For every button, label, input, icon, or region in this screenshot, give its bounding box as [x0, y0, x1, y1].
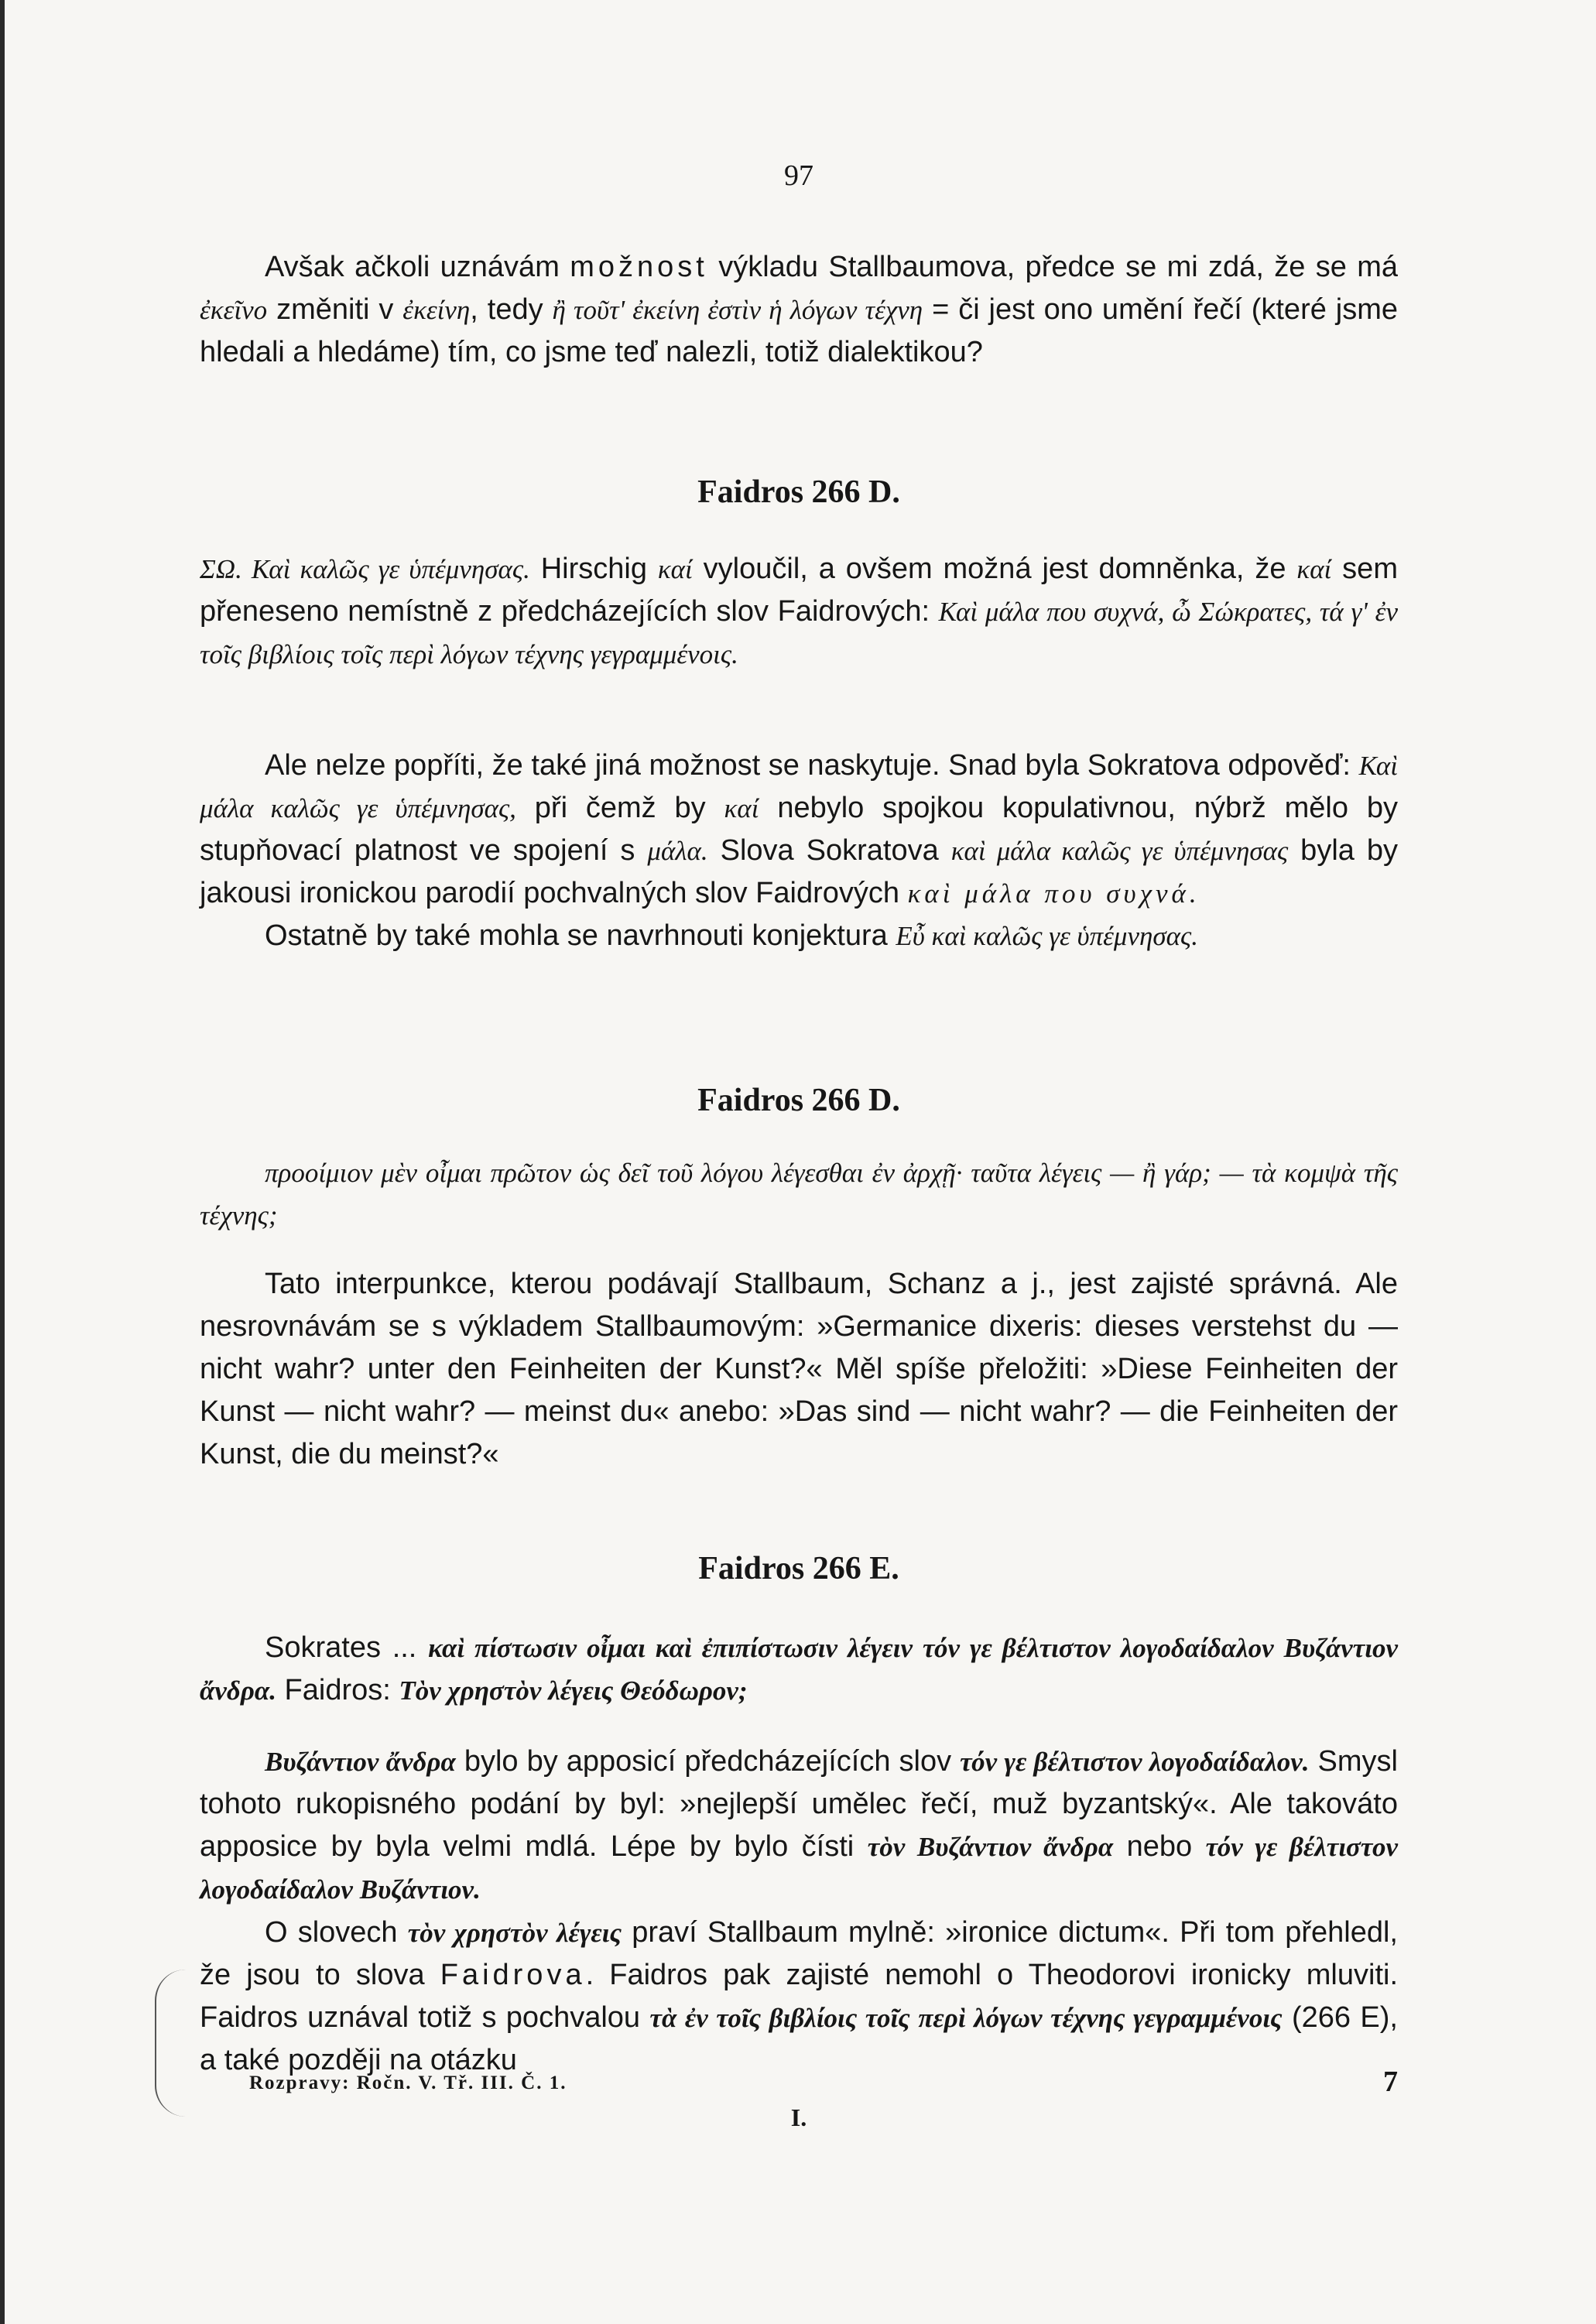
footer-citation: Rozpravy: Ročn. V. Tř. III. Č. 1.	[249, 2072, 567, 2093]
text: Hirschig	[529, 553, 658, 585]
page-number: 97	[784, 159, 813, 192]
text: bylo by apposicí předcházejících slov	[455, 1745, 961, 1778]
greek-text: καί	[724, 793, 759, 823]
text: Slova Sokratova	[707, 834, 951, 867]
paragraph-8	[200, 1740, 1398, 1911]
document-page	[200, 0, 1398, 2324]
greek-text: τὰ ἐν τοῖς βιβλίοις τοῖς περὶ λόγων τέχνης γεγραμμένοις	[649, 2003, 1283, 2033]
text: vyloučil, a ovšem možná jest domněnka, že	[692, 553, 1297, 585]
greek-text: τόν γε βέλτιστον λογοδαίδαλον Βυζάντιον.	[200, 1832, 1398, 1905]
text: (266 E), a také později na otázku	[200, 2001, 1398, 2076]
greek-text: καί	[657, 554, 693, 584]
text: nebylo spojkou kopulativnou, nýbrž mělo by stupňovací platnost ve spojení s	[200, 792, 1398, 867]
section-heading-1: Faidros 266 D.	[697, 474, 900, 510]
text: byla by jakousi ironickou parodií pochvalných slov Faidrových	[200, 834, 1398, 909]
paragraph-6	[200, 1263, 1398, 1476]
text: změniti v	[267, 293, 403, 326]
spaced-text: Faidrova	[440, 1959, 586, 1991]
paragraph-3	[200, 744, 1398, 957]
text: Sokrates ...	[265, 1631, 429, 1664]
text: Smysl tohoto rukopisného podání by byl: »nejlepší umělec řečí, muž byzantský«. Ale takováto apposice by byla velmi mdlá. Lépe by bylo čísti	[200, 1745, 1398, 1863]
greek-text: ἐκεῖνο	[200, 295, 268, 325]
greek-text: Εὖ καὶ καλῶς γε ὑπέμνησας.	[896, 921, 1198, 951]
text: = či jest ono umění řečí (které jsme hledali a hledáme) tím, co jsme teď nalezli, totiž dialektikou?	[200, 293, 1399, 368]
text: praví Stallbaum mylně: »ironice dictum«. Při tom přehledl, že jsou to slova	[200, 1916, 1398, 1991]
section-heading-3: Faidros 266 E.	[698, 1551, 899, 1586]
greek-text: Τὸν χρηστὸν λέγεις Θεόδωρον;	[399, 1675, 748, 1706]
greek-text: καί	[1296, 554, 1332, 584]
paragraph-2	[200, 548, 1398, 676]
greek-text: καὶ μάλα καλῶς γε ὑπέμνησας	[950, 836, 1289, 866]
greek-text: μάλα.	[647, 836, 708, 866]
text: Tato interpunkce, kterou podávají Stallbaum, Schanz a j., jest zajisté správná. Ale nesrovnávám se s výkladem Stallbaumovým: »Germanice dixeris: dieses verstehst du — nicht wahr? unter den Feinheiten der Kunst?« Měl spíše přeložiti: »Diese Feinheiten der Kunst — nicht wahr? — meinst du« anebo: »Das sind — nicht wahr? — die Feinheiten der Kunst, die du meinst?«	[200, 1268, 1398, 1470]
greek-text: καὶ μάλα που συχνά.	[907, 878, 1200, 909]
greek-text: ΣΩ. Καὶ καλῶς γε ὑπέμνησας.	[200, 554, 530, 584]
greek-text: καὶ πίστωσιν οἶμαι καὶ ἐπιπίστωσιν λέγειν τόν γε βέλτιστον λογοδαίδαλον Βυζάντιον ἄνδρα.	[200, 1633, 1399, 1706]
text: Ostatně by také mohla se navrhnouti konjektura	[265, 919, 896, 952]
greek-text: τὸν Βυζάντιον ἄνδρα	[867, 1832, 1114, 1862]
text: . Faidros pak zajisté nemohl o Theodorovi ironicky mluviti. Faidros uznával totiž s pochvalou	[200, 1959, 1399, 2034]
spaced-text: možnost	[570, 251, 708, 283]
paragraph-9	[200, 1912, 1398, 2082]
greek-text: Βυζάντιον ἄνδρα	[265, 1747, 456, 1777]
greek-text: ἢ τοῦτ' ἐκείνη ἐστὶν ἡ λόγων τέχνη	[552, 295, 923, 325]
text: Faidros:	[276, 1674, 399, 1706]
text: Avšak ačkoli uznávám	[265, 251, 570, 283]
section-heading-2: Faidros 266 D.	[697, 1083, 900, 1118]
greek-text: τόν γε βέλτιστον λογοδαίδαλον.	[960, 1747, 1310, 1777]
greek-text: Καὶ μάλα καλῶς γε ὑπέμνησας,	[200, 751, 1398, 823]
text: , tedy	[470, 293, 553, 326]
greek-text: ἐκείνη	[402, 295, 471, 325]
paragraph-7	[200, 1627, 1398, 1712]
signature-mark: I.	[790, 2103, 807, 2131]
text: sem přeneseno nemístně z předcházejících slov Faidrových:	[200, 553, 1398, 628]
text: O slovech	[265, 1916, 408, 1949]
greek-text: Καὶ μάλα που συχνά, ὦ Σώκρατες, τά γ' ἐν τοῖς βιβλίοις τοῖς περὶ λόγων τέχνης γεγραμμένοις.	[200, 597, 1398, 669]
margin-bracket-mark	[155, 1970, 187, 2117]
paragraph-5	[200, 1152, 1398, 1237]
text: Ale nelze popříti, že také jiná možnost se naskytuje. Snad byla Sokratova odpověď:	[265, 749, 1359, 782]
greek-text: τὸν χρηστὸν λέγεις	[407, 1918, 622, 1948]
text: při čemž by	[515, 792, 724, 824]
text: nebo	[1113, 1830, 1206, 1863]
scan-edge	[0, 0, 5, 2324]
signature-number: 7	[1383, 2066, 1398, 2098]
text: výkladu Stallbaumova, předce se mi zdá, že se má	[707, 251, 1399, 283]
greek-text: προοίμιον μὲν οἶμαι πρῶτον ὡς δεῖ τοῦ λόγου λέγεσθαι ἐν ἀρχῇ· ταῦτα λέγεις — ἢ γάρ; — τὰ κομψὰ τῆς τέχνης;	[200, 1158, 1398, 1230]
paragraph-1	[200, 246, 1398, 374]
